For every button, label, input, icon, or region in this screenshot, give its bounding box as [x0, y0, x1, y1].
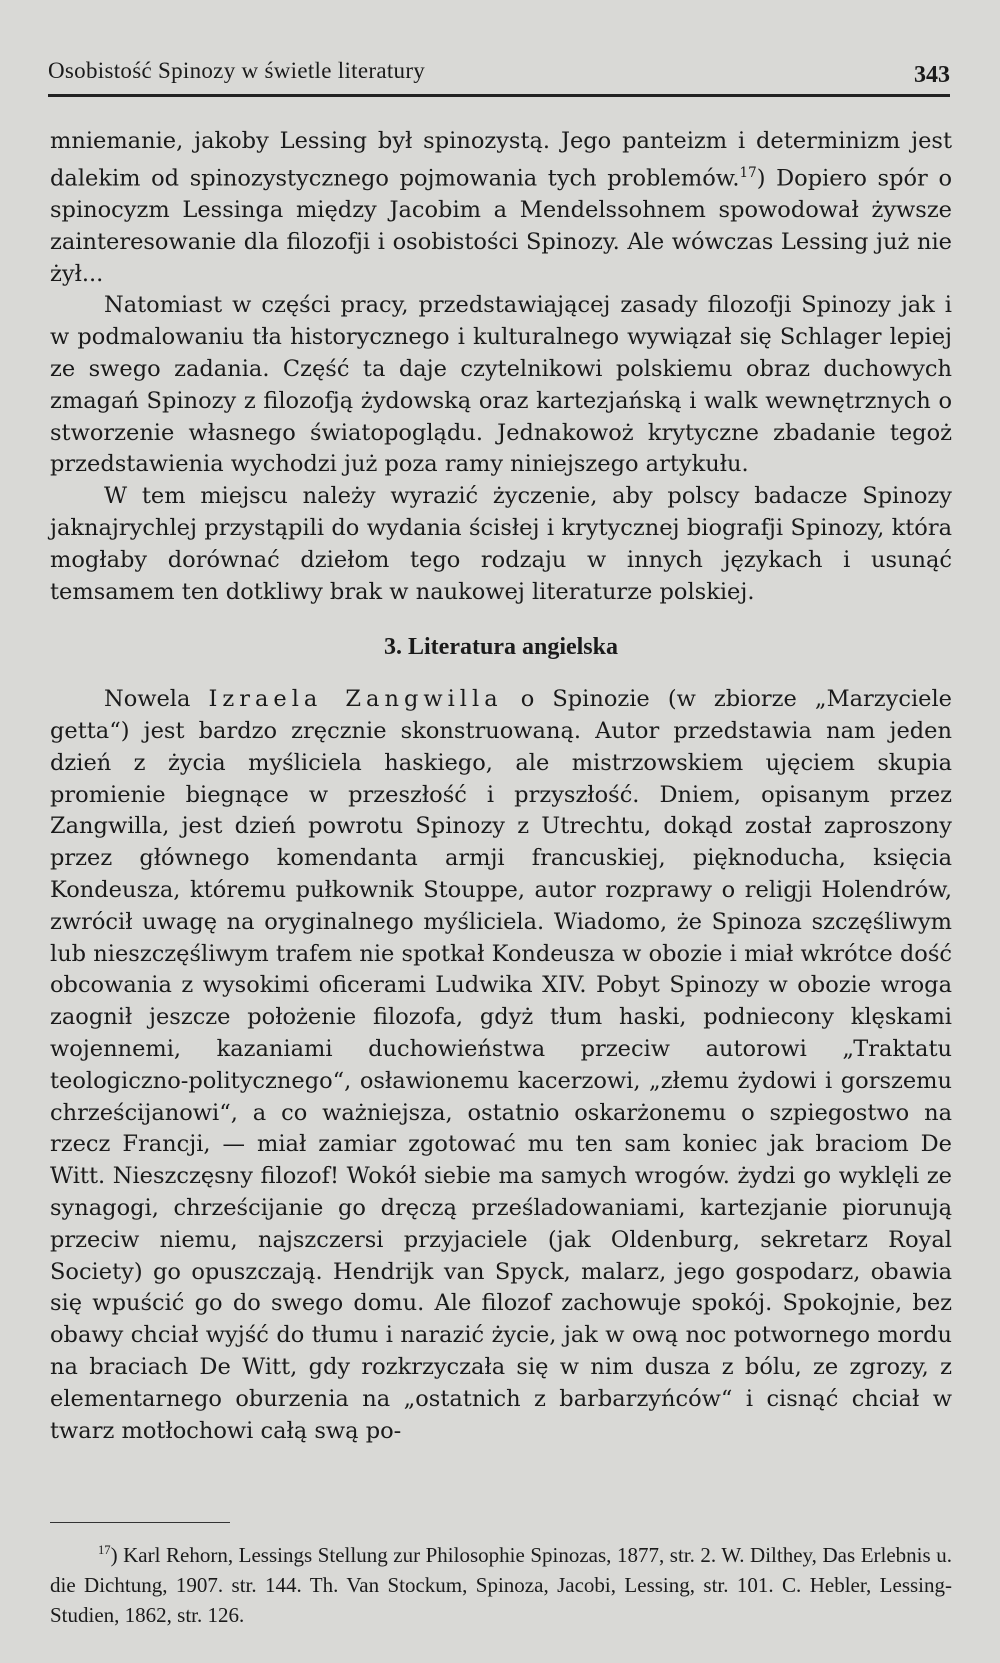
author-name: Izraela Zangwilla	[208, 686, 503, 713]
paragraph-1-text-a: mniemanie, jakoby Lessing był spinozystą. Jego panteizm i determinizm jest dalekim od spinozystycznego pojmowania tych problemów.	[50, 128, 952, 192]
running-title: Osobistość Spinozy w świetle literatury	[48, 58, 426, 83]
footnotes	[50, 1535, 952, 1630]
paragraph-1-text-b: ) Dopiero spór o spinocyzm Lessinga między Jacobim a Mendelssohnem spowodował żywsze zainteresowanie dla filozofji i osobistości Spinozy. Ale wówczas Lessing już nie żył...	[50, 165, 952, 287]
paragraph-3: W tem miejscu należy wyrazić życzenie, aby polscy badacze Spinozy jaknajrychlej przystąpili do wydania ścisłej i krytycznej biografji Spinozy, która mogłaby dorównać dziełom tego rodzaju w innych językach i usunąć temsamem ten dotkliwy brak w naukowej literaturze polskiej.	[50, 483, 952, 605]
paragraph-4-text-a: Nowela	[104, 686, 209, 713]
main-text	[50, 126, 952, 1447]
footnote-text: ) Karl Rehorn, Lessings Stellung zur Philosophie Spinozas, 1877, str. 2. W. Dilthey, Das Erlebnis u. die Dichtung, 1907. str. 144. Th. Van Stockum, Spinoza, Jacobi, Lessing, str. 101. C. Hebler, Lessing-Studien, 1862, str. 126.	[50, 1543, 952, 1627]
paragraph-4	[50, 684, 952, 1447]
section-heading: 3. Literatura angielska	[384, 634, 618, 661]
footnote-mark: 17	[98, 1543, 111, 1557]
paragraph-1	[50, 126, 952, 290]
header-rule	[48, 94, 950, 97]
footnote-rule	[50, 1522, 230, 1523]
paragraph-4-text-b: o Spinozie (w zbiorze „Marzyciele getta“) jest bardzo zręcznie skonstruowaną. Autor przedstawia nam jeden dzień z życia myśliciela haskiego, ale mistrzowskiem ujęciem skupia promienie biegnące w przeszłość i przyszłość. Dniem, opisanym przez Zangwilla, jest dzień powrotu Spinozy z Utrechtu, dokąd został zaproszony przez głównego komendanta armji francuskiej, pięknoducha, księcia Kondeusza, któremu pułkownik Stouppe, autor rozprawy o religji Holendrów, zwrócił uwagę na oryginalnego myśliciela. Wiadomo, że Spinoza szczęśliwym lub nieszczęśliwym trafem nie spotkał Kondeusza w obozie i miał wkrótce dość obcowania z wysokimi oficerami Ludwika XIV. Pobyt Spinozy w obozie wroga zaognił jeszcze położenie filozofa, gdyż tłum haski, podniecony klęskami wojennemi, kazaniami duchowieństwa przeciw autorowi „Traktatu teologiczno-politycznego“, osławionemu kacerzowi, „złemu żydowi i gorszemu chrześcijanowi“, a co ważniejsza, ostatnio oskarżonemu o szpiegostwo na rzecz Francji, — miał zamiar zgotować mu ten sam koniec jak braciom De Witt. Nieszczęsny filozof! Wokół siebie ma samych wrogów. żydzi go wyklęli ze synagogi, chrześcijanie go dręczą prześladowaniami, kartezjanie piorunują przeciw niemu, najszczersi przyjaciele (jak Oldenburg, sekretarz Royal Society) go opuszczają. Hendrijk van Spyck, malarz, jego gospodarz, obawia się wpuścić go do swego domu. Ale filozof zachowuje spokój. Spokojnie, bez obawy chciał wyjść do tłumu i narazić życie, jak w ową noc potwornego mordu na braciach De Witt, gdy rozkrzyczała się w nim dusza z bólu, ze zgrozy, z elementarnego oburzenia na „ostatnich z barbarzyńców“ i cisnąć chciał w twarz motłochowi całą swą po-	[50, 686, 952, 1444]
page-number: 343	[914, 62, 950, 88]
page-header	[48, 58, 950, 98]
paragraph-2: Natomiast w części pracy, przedstawiającej zasady filozofji Spinozy jak i w podmalowaniu tła historycznego i kulturalnego wywiązał się Schlager lepiej ze swego zadania. Część ta daje czytelnikowi polskiemu obraz duchowych zmagań Spinozy z filozofją żydowską oraz kartezjańską i walk wewnętrznych o stworzenie własnego światopoglądu. Jednakowoż krytyczne zbadanie tegoż przedstawienia wychodzi już poza ramy niniejszego artykułu.	[50, 292, 952, 478]
footnote-ref-17: 17	[739, 164, 757, 181]
footnote-17	[50, 1535, 952, 1630]
